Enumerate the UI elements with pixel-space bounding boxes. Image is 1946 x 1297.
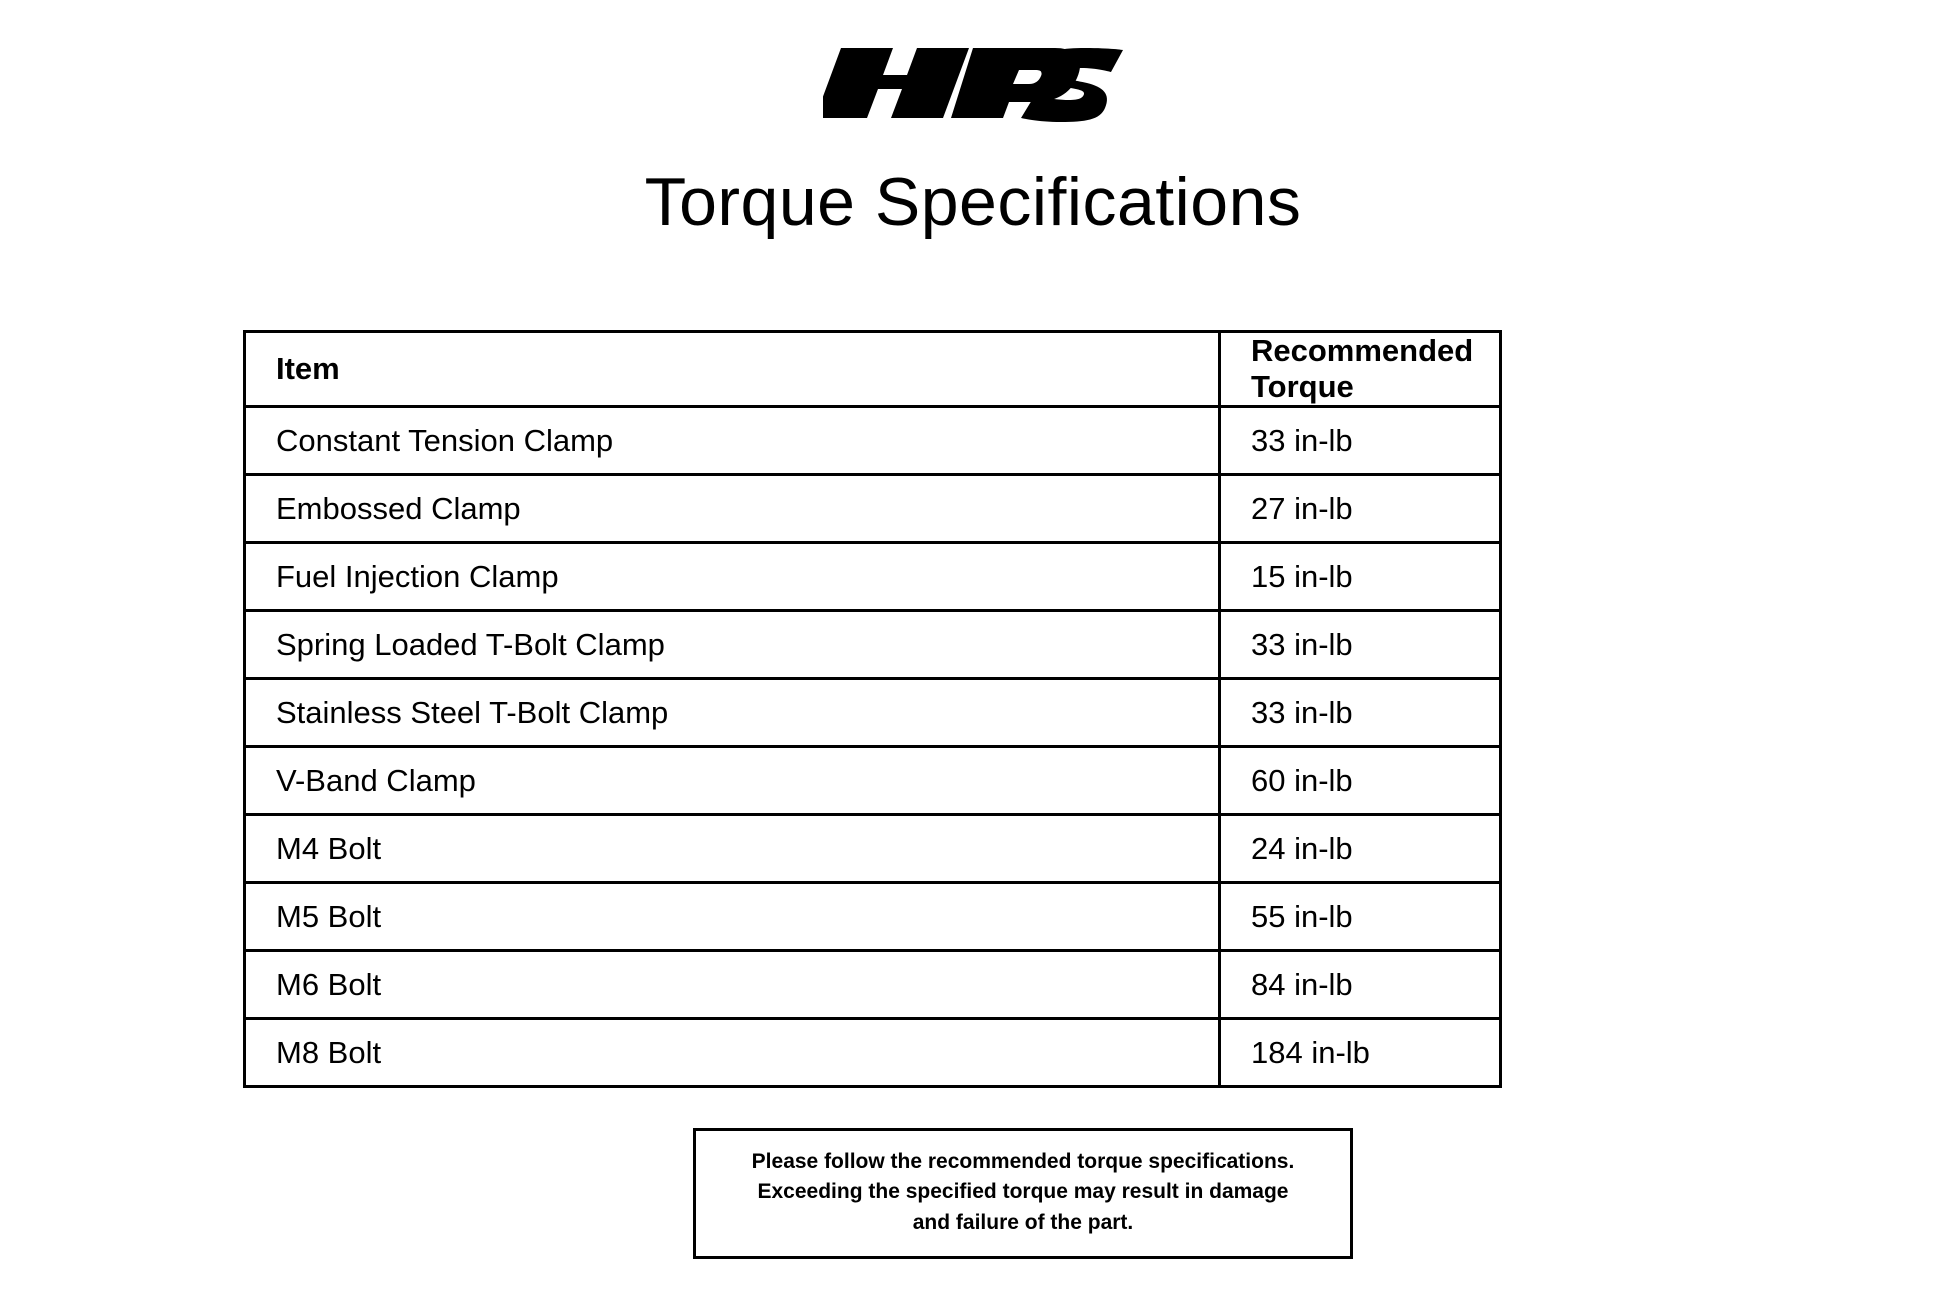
cell-torque: 33 in-lb [1220,407,1501,475]
note-line-1: Please follow the recommended torque specifications. [751,1150,1295,1173]
warning-note-box [693,1128,1353,1259]
table-row [245,611,1501,679]
column-header-torque: Recommended Torque [1220,332,1501,407]
cell-item: Constant Tension Clamp [245,407,1220,475]
table-header-row [245,332,1501,407]
torque-specifications-table [243,330,1502,1088]
cell-item: Embossed Clamp [245,475,1220,543]
cell-torque: 33 in-lb [1220,679,1501,747]
cell-item: Fuel Injection Clamp [245,543,1220,611]
cell-torque: 15 in-lb [1220,543,1501,611]
cell-torque: 55 in-lb [1220,883,1501,951]
table-row [245,407,1501,475]
table-row [245,951,1501,1019]
table-row [245,679,1501,747]
table-row [245,475,1501,543]
cell-torque: 33 in-lb [1220,611,1501,679]
note-line-3: and failure of the part. [912,1210,1134,1234]
cell-torque: 184 in-lb [1220,1019,1501,1087]
cell-item: M5 Bolt [245,883,1220,951]
logo-container [0,42,1946,122]
cell-item: M8 Bolt [245,1019,1220,1087]
table-row [245,747,1501,815]
hps-logo [823,42,1123,122]
table-row [245,815,1501,883]
column-header-item: Item [245,332,1220,407]
cell-torque: 27 in-lb [1220,475,1501,543]
cell-torque: 24 in-lb [1220,815,1501,883]
note-line-2: Exceeding the specified torque may result in damage [757,1180,1289,1204]
cell-item: Stainless Steel T-Bolt Clamp [245,679,1220,747]
table-row [245,883,1501,951]
table-row [245,543,1501,611]
table-row [245,1019,1501,1087]
torque-table-container [243,330,1499,1088]
cell-item: M6 Bolt [245,951,1220,1019]
cell-item: V-Band Clamp [245,747,1220,815]
cell-torque: 84 in-lb [1220,951,1501,1019]
cell-item: M4 Bolt [245,815,1220,883]
cell-torque: 60 in-lb [1220,747,1501,815]
page-title: Torque Specifications [644,164,1302,240]
cell-item: Spring Loaded T-Bolt Clamp [245,611,1220,679]
